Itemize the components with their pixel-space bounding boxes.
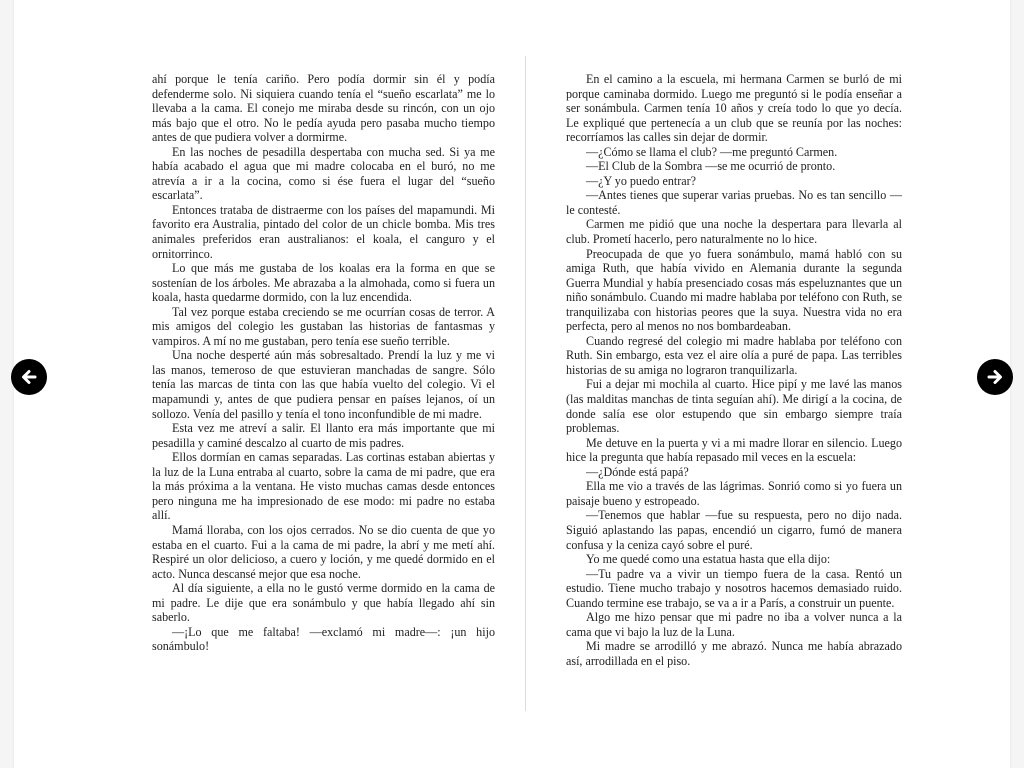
paragraph: —¿Y yo puedo entrar? — [586, 173, 697, 188]
paragraph: Yo me quedé como una estatua hasta que ella dijo: — [586, 552, 831, 567]
paragraph: En el camino a la escuela, mi hermana Carmen se burló de mi porque caminaba dormido. Luego me preguntó si le podía enseñar a ser sonámbula. Carmen tenía 10 años y creía todo lo que yo decía. Le expliqué que pertenecía a un club que se reunía por las noches: recorríamos las calles sin dejar de dormir. — [566, 72, 902, 145]
paragraph: ahí porque le tenía cariño. Pero podía dormir sin él y podía defenderme solo. Ni siquiera cuando tenía el “sueño escarlata” me lo llevaba a la cama. El conejo me miraba desde su rincón, con un ojo más bajo que el otro. No le pedía ayuda pero pasaba mucho tiempo antes de que pudiera volver a dormirme. — [152, 72, 495, 145]
next-page-button[interactable] — [977, 359, 1013, 395]
paragraph: —Tenemos que hablar —fue su respuesta, pero no dijo nada. Siguió aplastando las papas, encendió un cigarro, fumó de manera confusa y la ceniza cayó sobre el puré. — [566, 508, 902, 552]
paragraph: Me detuve en la puerta y vi a mi madre llorar en silencio. Luego hice la pregunta que había repasado mil veces en la escuela: — [566, 435, 902, 465]
paragraph: Ella me vio a través de las lágrimas. Sonrió como si yo fuera un paisaje bueno y estropeado. — [566, 479, 902, 508]
right-page — [566, 72, 902, 668]
paragraph: Una noche desperté aún más sobresaltado. Prendí la luz y me vi las manos, temeroso de que estuvieran manchadas de sangre. Sólo tenía las marcas de tinta con las que había vuelto del colegio. Vi el mapamundi y, antes de que pudiera pensar en países lejanos, oí un sollozo. Venía del pasillo y tenía el tono inconfundible de mi madre. — [152, 348, 495, 421]
paragraph: Entonces trataba de distraerme con los países del mapamundi. Mi favorito era Australia, pintado del color de un chicle bomba. Mis tres animales preferidos eran australianos: el koala, el canguro y el ornitorrinco. — [152, 202, 495, 261]
paragraph: Mi madre se arrodilló y me abrazó. Nunca me había abrazado así, arrodillada en el piso. — [566, 639, 902, 668]
page-gutter — [525, 56, 526, 711]
paragraph: —El Club de la Sombra —se me ocurrió de pronto. — [586, 159, 836, 174]
paragraph: En las noches de pesadilla despertaba con mucha sed. Si ya me había acabado el agua que mi madre colocaba en el buró, no me atrevía a ir a la cocina, como si ése fuera el lugar del “sueño escarlata”. — [152, 144, 495, 203]
paragraph: Preocupada de que yo fuera sonámbulo, mamá habló con su amiga Ruth, que había vivido en Alemania durante la segunda Guerra Mundial y había presenciado cosas más espeluznantes que un niño sonámbulo. Cuando mi madre hablaba por teléfono con Ruth, se tranquilizaba con historias peores que la suya. Nuestra vida no era perfecta, pero al menos no nos bombardeaban. — [566, 246, 902, 334]
arrow-right-icon — [985, 367, 1005, 387]
paragraph: Ellos dormían en camas separadas. Las cortinas estaban abiertas y la luz de la Luna entraba al cuarto, sobre la cama de mi padre, que era la más próxima a la ventana. He visto muchas camas desde entonces pero ninguna me ha impresionado de ese modo: mi padre no estaba allí. — [152, 450, 495, 523]
arrow-left-icon — [19, 367, 39, 387]
paragraph: Cuando regresé del colegio mi madre hablaba por teléfono con Ruth. Sin embargo, esta vez el aire olía a puré de papa. Las terribles historias de su amiga no lograron tranquilizarla. — [566, 333, 902, 377]
paragraph: —Antes tienes que superar varias pruebas. No es tan sencillo —le contesté. — [566, 188, 902, 217]
paragraph: —¿Cómo se llama el club? —me preguntó Carmen. — [586, 144, 838, 159]
paragraph: Tal vez porque estaba creciendo se me ocurrían cosas de terror. A mis amigos del colegio les gustaban las historias de fantasmas y vampiros. A mí no me gustaban, pero tenía ese sueño terrible. — [152, 304, 495, 348]
paragraph: —¡Lo que me faltaba! —exclamó mi madre—: ¡un hijo sonámbulo! — [152, 624, 495, 654]
paragraph: —¿Dónde está papá? — [586, 464, 689, 479]
paragraph: Carmen me pidió que una noche la despertara para llevarla al club. Prometí hacerlo, pero naturalmente no lo hice. — [566, 217, 902, 247]
paragraph: Mamá lloraba, con los ojos cerrados. No se dio cuenta de que yo estaba en el cuarto. Fui a la cama de mi padre, la abrí y me metí ahí. Respiré un olor delicioso, a cuero y loción, y me quedé dormido en el acto. Nunca descansé mejor que esa noche. — [152, 522, 495, 581]
paragraph: —Tu padre va a vivir un tiempo fuera de la casa. Rentó un estudio. Tiene mucho trabajo y nosotros hacemos demasiado ruido. Cuando termine ese trabajo, se va a ir a París, a construir un puente. — [566, 566, 902, 610]
paragraph: Algo me hizo pensar que mi padre no iba a volver nunca a la cama que vi bajo la luz de la Luna. — [566, 610, 902, 639]
paragraph: Al día siguiente, a ella no le gustó verme dormido en la cama de mi padre. Le dije que era sonámbulo y que había llegado ahí sin saberlo. — [152, 581, 495, 625]
paragraph: Fui a dejar mi mochila al cuarto. Hice pipí y me lavé las manos (las malditas manchas de tinta seguían ahí). Me dirigí a la cocina, de donde salía ese olor estupendo que sin embargo siempre traía problemas. — [566, 377, 902, 436]
paragraph: Esta vez me atreví a salir. El llanto era más importante que mi pesadilla y caminé descalzo al cuarto de mis padres. — [152, 421, 495, 450]
paragraph: Lo que más me gustaba de los koalas era la forma en que se sostenían de los árboles. Me abrazaba a la almohada, como si fuera un koala, hasta quedarme dormido, con la luz encendida. — [152, 261, 495, 305]
previous-page-button[interactable] — [11, 359, 47, 395]
left-page — [152, 72, 495, 654]
book-spread — [14, 0, 1010, 768]
